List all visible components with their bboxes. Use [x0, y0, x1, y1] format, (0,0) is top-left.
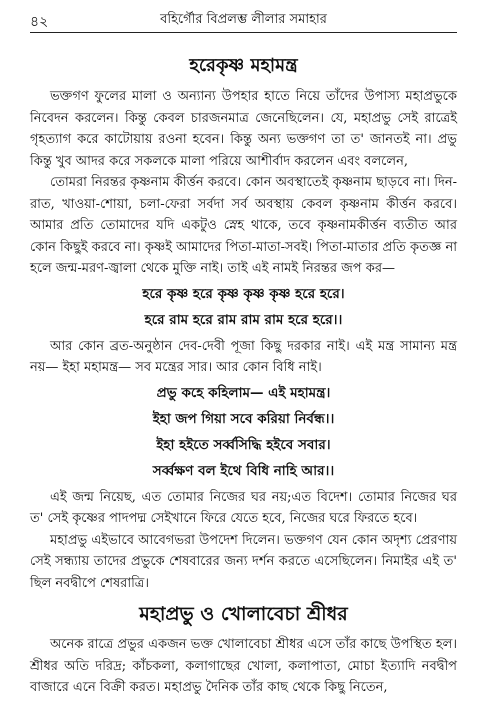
verse-line: ইহা হইতে সর্ব্বসিদ্ধি হইবে সবার। — [156, 436, 331, 453]
paragraph: মহাপ্রভু এইভাবে আবেগভরা উপদেশ দিলেন। ভক্তগণ যেন কোন অদৃশ্য প্রেরণায় সেই সন্ধ্যায় তাদের প্রভুকে শেষবারের জন্য দর্শন করতে এসেছিলেন। নিমাইর এই ত' ছিল নবদ্বীপে শেষরাত্রি। — [30, 532, 457, 591]
section-title-sridhar: মহাপ্রভু ও খোলাবেচা শ্রীধর — [139, 603, 348, 625]
header-rule — [30, 32, 457, 33]
paragraph: অনেক রাত্রে প্রভুর একজন ভক্ত খোলাবেচা শ্রীধর এসে তাঁর কাছে উপস্থিত হল। শ্রীধর অতি দরিদ্র; কাঁচকলা, কলাগাছের খোলা, কলাপাতা, মোচা ইত্যাদি নবদ্বীপ বাজারে এনে বিক্রী করত। মহাপ্রভু দৈনিক তাঁর কাছ থেকে কিছু নিতেন, — [30, 637, 457, 695]
page-body — [30, 54, 457, 699]
paragraph: তোমরা নিরন্তর কৃষ্ণনাম কীর্ত্তন করবে। কোন অবস্থাতেই কৃষ্ণনাম ছাড়বে না। দিন-রাত, খাওয়া-শোয়া, চলা-ফেরা সর্বদা সর্ব অবস্থায় কেবল কৃষ্ণনাম কীর্ত্তন করবে। আমার প্রতি তোমাদের যদি একটুও স্নেহ থাকে, তবে কৃষ্ণনামকীর্ত্তন ব্যতীত আর কোন কিছুই করবে না। কৃষ্ণই আমাদের পিতা-মাতা-সবই। পিতা-মাতার প্রতি কৃতজ্ঞ না হলে জন্ম-মরণ-জ্বালা থেকে মুক্তি নাই। তাই এই নামই নিরন্তর জপ কর— — [30, 175, 457, 276]
running-title: বহির্গৌর বিপ্রলম্ভ লীলার সমাহার — [160, 12, 327, 27]
page-header — [30, 10, 457, 32]
mantra-line: হরে রাম হরে রাম রাম রাম হরে হরে।। — [144, 311, 343, 328]
mantra-line: হরে কৃষ্ণ হরে কৃষ্ণ কৃষ্ণ কৃষ্ণ হরে হরে। — [142, 285, 345, 302]
paragraph: এই জন্ম নিয়েছ, এত তোমার নিজের ঘর নয়;এত বিদেশ। তোমার নিজের ঘর ত' সেই কৃষ্ণের পাদপদ্ম সেইখানে ফিরে যেতে হবে, নিজের ঘরে ফিরতে হবে। — [30, 489, 457, 526]
verse-line: প্রভু কহে কহিলাম— এই মহামন্ত্র। — [156, 384, 331, 401]
paragraph: আর কোন ব্রত-অনুষ্ঠান দেব-দেবী পূজা কিছু দরকার নাই। এই মন্ত্র সামান্য মন্ত্র নয়— ইহা মহামন্ত্র— সব মন্ত্রের সার। আর কোন বিধি নাই। — [30, 338, 457, 375]
paragraph: ভক্তগণ ফুলের মালা ও অন্যান্য উপহার হাতে নিয়ে তাঁদের উপাস্য মহাপ্রভুকে নিবেদন করলেন। কিন্তু কেবল চারজনমাত্র জেনেছিলেন। যে, মহাপ্রভু সেই রাত্রেই গৃহত্যাগ করে কাটোয়ায় রওনা হবেন। কিন্তু অন্য ভক্তগণ তা ত' জানতই না। প্রভু কিন্তু খুব আদর করে সকলকে মালা পরিয়ে আশীর্বাদ করলেন এবং বললেন, — [30, 89, 457, 169]
page-number: ৪২ — [30, 14, 49, 30]
verse-line: ইহা জপ গিয়া সবে করিয়া নির্বন্ধ।। — [152, 410, 335, 427]
verse-line: সর্ব্বক্ষণ বল ইথে বিধি নাহি আর।। — [152, 462, 335, 479]
section-title-harekrishna: হরেকৃষ্ণ মহামন্ত্র — [189, 55, 298, 76]
